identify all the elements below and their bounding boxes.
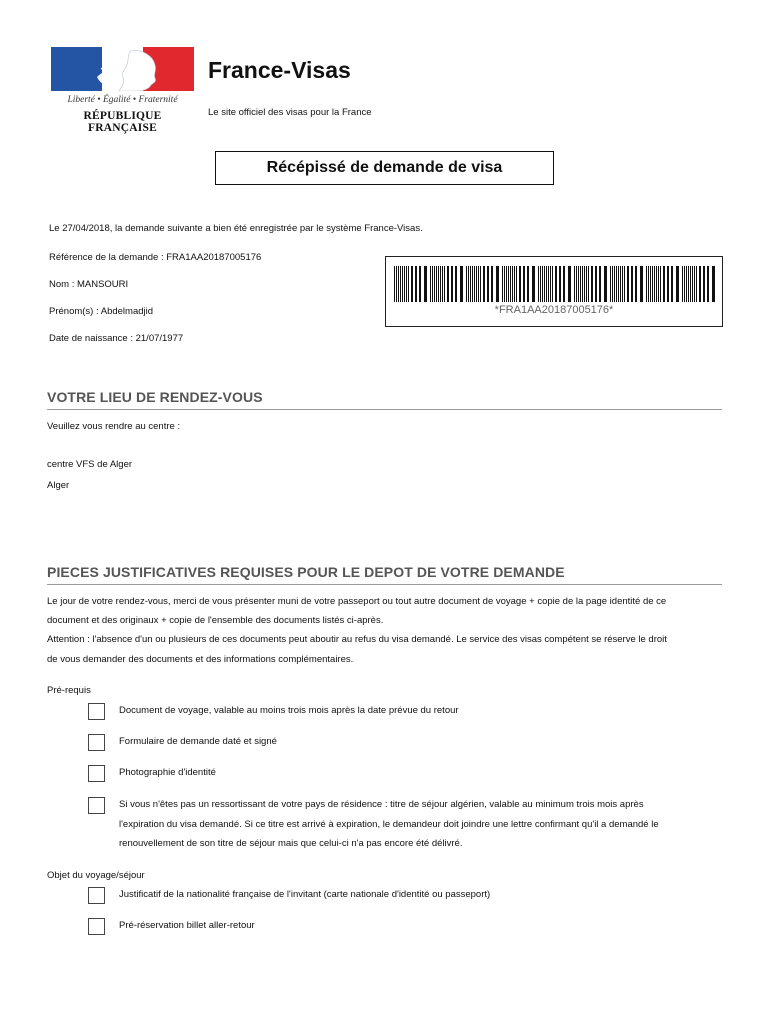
appointment-city: Alger — [47, 480, 70, 491]
appointment-instruction: Veuillez vous rendre au centre : — [47, 421, 181, 432]
marianne-profile-icon — [79, 47, 169, 91]
documents-paragraph-line: document et des originaux + copie de l'ensemble des documents listés ci-après. — [47, 615, 384, 626]
applicant-firstname: Prénom(s) : Abdelmadjid — [49, 306, 154, 317]
barcode-icon — [394, 266, 716, 302]
checkbox-nationality-proof[interactable] — [88, 887, 105, 904]
documents-paragraph-line: de vous demander des documents et des informations complémentaires. — [47, 654, 354, 665]
applicant-name: Nom : MANSOURI — [49, 279, 129, 290]
appointment-heading: VOTRE LIEU DE RENDEZ-VOUS — [47, 389, 263, 405]
document-title: Récépissé de demande de visa — [266, 159, 503, 176]
item-ticket-reservation: Pré-réservation billet aller-retour — [119, 920, 255, 931]
documents-paragraph-line: Attention : l'absence d'un ou plusieurs de ces documents peut aboutir au refus du visa demandé. Le service des visas compétent se réserve le droit — [47, 634, 667, 645]
item-nationality-proof: Justificatif de la nationalité française de l'invitant (carte nationale d'identité ou passeport) — [119, 889, 491, 900]
checkbox-residence-permit[interactable] — [88, 797, 105, 814]
group-label-travel-purpose: Objet du voyage/séjour — [47, 870, 145, 881]
documents-heading: PIECES JUSTIFICATIVES REQUISES POUR LE DEPOT DE VOTRE DEMANDE — [47, 564, 565, 580]
barcode-text: *FRA1AA20187005176* — [494, 304, 614, 316]
marianne-flag-icon — [51, 47, 194, 91]
documents-paragraph-line: Le jour de votre rendez-vous, merci de vous présenter muni de votre passeport ou tout autre document de voyage + copie de la page identité de ce — [47, 596, 667, 607]
item-residence-permit-line: l'expiration du visa demandé. Si ce titre est arrivé à expiration, le demandeur doit joindre une lettre confirmant qu'il a demandé le — [119, 819, 659, 830]
intro-text: Le 27/04/2018, la demande suivante a bien été enregistrée par le système France-Visas. — [49, 223, 423, 234]
section-divider — [47, 584, 722, 585]
appointment-center: centre VFS de Alger — [47, 459, 133, 470]
applicant-birthdate: Date de naissance : 21/07/1977 — [49, 333, 184, 344]
logo-motto: Liberté • Égalité • Fraternité — [67, 95, 178, 105]
item-application-form: Formulaire de demande daté et signé — [119, 736, 277, 747]
checkbox-application-form[interactable] — [88, 734, 105, 751]
republique-francaise-logo — [51, 47, 194, 134]
logo-republic-name: RÉPUBLIQUE FRANÇAISE — [83, 110, 162, 134]
checkbox-ticket-reservation[interactable] — [88, 918, 105, 935]
item-residence-permit-line: renouvellement de son titre de séjour mais que celui-ci n'a pas encore été délivré. — [119, 838, 463, 849]
checkbox-photo[interactable] — [88, 765, 105, 782]
document-title-box — [215, 151, 554, 185]
group-label-prerequis: Pré-requis — [47, 685, 91, 696]
barcode-box — [385, 256, 723, 327]
item-photo: Photographie d'identité — [119, 767, 216, 778]
checkbox-travel-document[interactable] — [88, 703, 105, 720]
item-travel-document: Document de voyage, valable au moins trois mois après la date prévue du retour — [119, 705, 459, 716]
site-subtitle: Le site officiel des visas pour la France — [208, 107, 372, 118]
section-divider — [47, 409, 722, 410]
application-reference: Référence de la demande : FRA1AA20187005176 — [49, 252, 262, 263]
site-title: France-Visas — [208, 57, 351, 83]
item-residence-permit-line: Si vous n'êtes pas un ressortissant de votre pays de résidence : titre de séjour algérien, valable au minimum trois mois après — [119, 799, 644, 810]
